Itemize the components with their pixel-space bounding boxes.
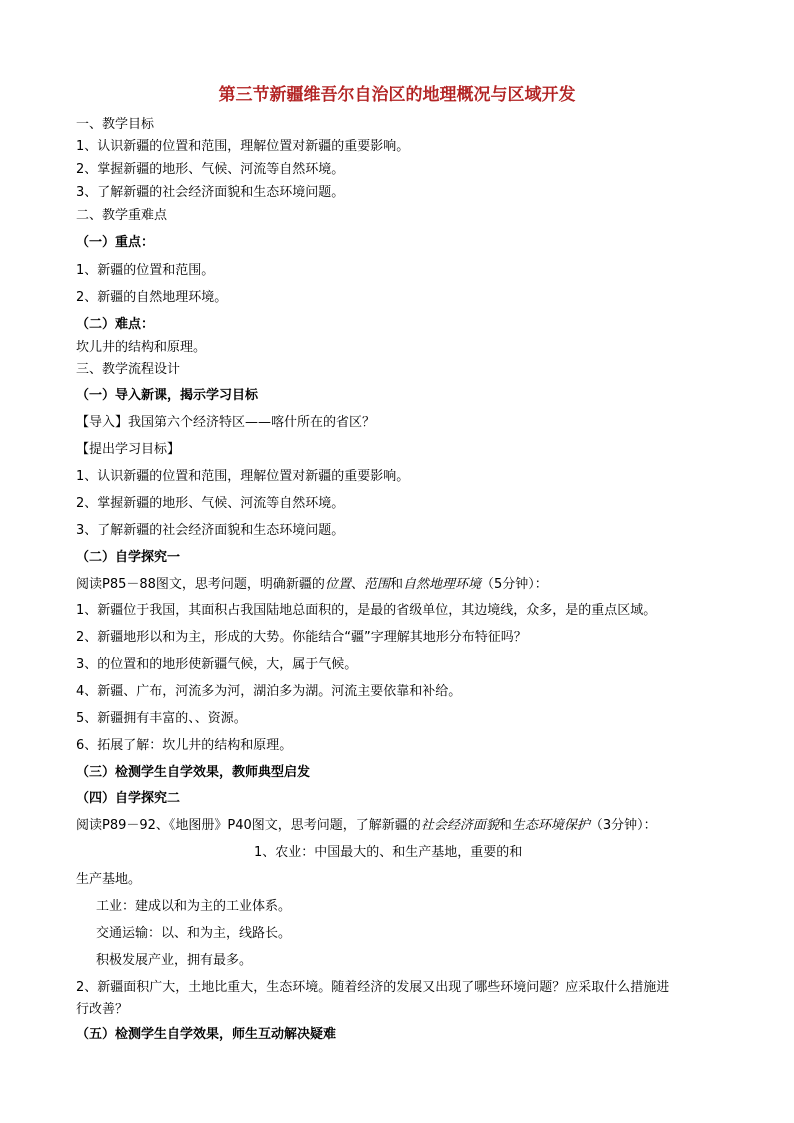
section-heading-key-points: 二、教学重难点 [76, 208, 168, 223]
key-points-label: （一）重点： [76, 235, 155, 250]
key-point-1: 1、新疆的位置和范围。 [76, 263, 215, 278]
transport-question: 交通运输：以、和为主，线路长。 [96, 926, 292, 941]
question-4: 4、新疆、广布，河流多为河，湖泊多为湖。河流主要依靠和补给。 [76, 684, 462, 699]
tourism-question: 积极发展产业，拥有最多。 [96, 953, 253, 968]
environment-question: 2、新疆面积广大，土地比重大，生态环境。随着经济的发展又出现了哪些环境问题？应采取什么措施进 [76, 980, 670, 995]
agriculture-question-cont: 生产基地。 [76, 872, 142, 887]
step-4-label: （四）自学探究二 [76, 791, 181, 806]
section-heading-process: 三、教学流程设计 [76, 362, 181, 377]
goals-label: 【提出学习目标】 [76, 442, 181, 457]
question-1: 1、新疆位于我国，其面积占我国陆地总面积的，是最的省级单位，其边境线，众多，是的重点区域。 [76, 603, 657, 618]
question-2: 2、新疆地形以和为主，形成的大势。你能结合“疆”字理解其地形分布特征吗？ [76, 630, 527, 645]
environment-question-cont: 行改善？ [76, 1002, 129, 1017]
learning-goal-2: 2、掌握新疆的地形、气候、河流等自然环境。 [76, 496, 345, 511]
question-3: 3、的位置和的地形使新疆气候，大，属于气候。 [76, 657, 358, 672]
goal-item-3: 3、了解新疆的社会经济面貌和生态环境问题。 [76, 185, 345, 200]
agriculture-question: 1、农业：中国最大的、和生产基地，重要的和 [254, 845, 523, 860]
document-title: 第三节新疆维吾尔自治区的地理概况与区域开发 [218, 85, 576, 105]
step-5-label: （五）检测学生自学效果，师生互动解决疑难 [76, 1027, 337, 1042]
difficulty-label: （二）难点： [76, 317, 155, 332]
reading-instruction-2: 阅读P89－92、《地图册》P40图文，思考问题，了解新疆的社会经济面貌和生态环境保护（3分钟）： [76, 818, 657, 833]
goal-item-2: 2、掌握新疆的地形、气候、河流等自然环境。 [76, 162, 345, 177]
step-3-label: （三）检测学生自学效果，教师典型启发 [76, 765, 311, 780]
section-heading-goals: 一、教学目标 [76, 117, 155, 132]
step-1-label: （一）导入新课，揭示学习目标 [76, 388, 259, 403]
question-5: 5、新疆拥有丰富的、、资源。 [76, 711, 247, 726]
key-point-2: 2、新疆的自然地理环境。 [76, 290, 228, 305]
industry-question: 工业：建成以和为主的工业体系。 [96, 899, 292, 914]
reading-instruction-1: 阅读P85－88图文，思考问题，明确新疆的位置、范围和自然地理环境（5分钟）： [76, 577, 548, 592]
step-2-label: （二）自学探究一 [76, 550, 181, 565]
learning-goal-3: 3、了解新疆的社会经济面貌和生态环境问题。 [76, 523, 345, 538]
intro-question: 【导入】我国第六个经济特区——喀什所在的省区？ [76, 415, 376, 430]
difficulty-text: 坎儿井的结构和原理。 [76, 340, 207, 355]
learning-goal-1: 1、认识新疆的位置和范围，理解位置对新疆的重要影响。 [76, 469, 410, 484]
question-6: 6、拓展了解：坎儿井的结构和原理。 [76, 738, 293, 753]
goal-item-1: 1、认识新疆的位置和范围，理解位置对新疆的重要影响。 [76, 139, 410, 154]
